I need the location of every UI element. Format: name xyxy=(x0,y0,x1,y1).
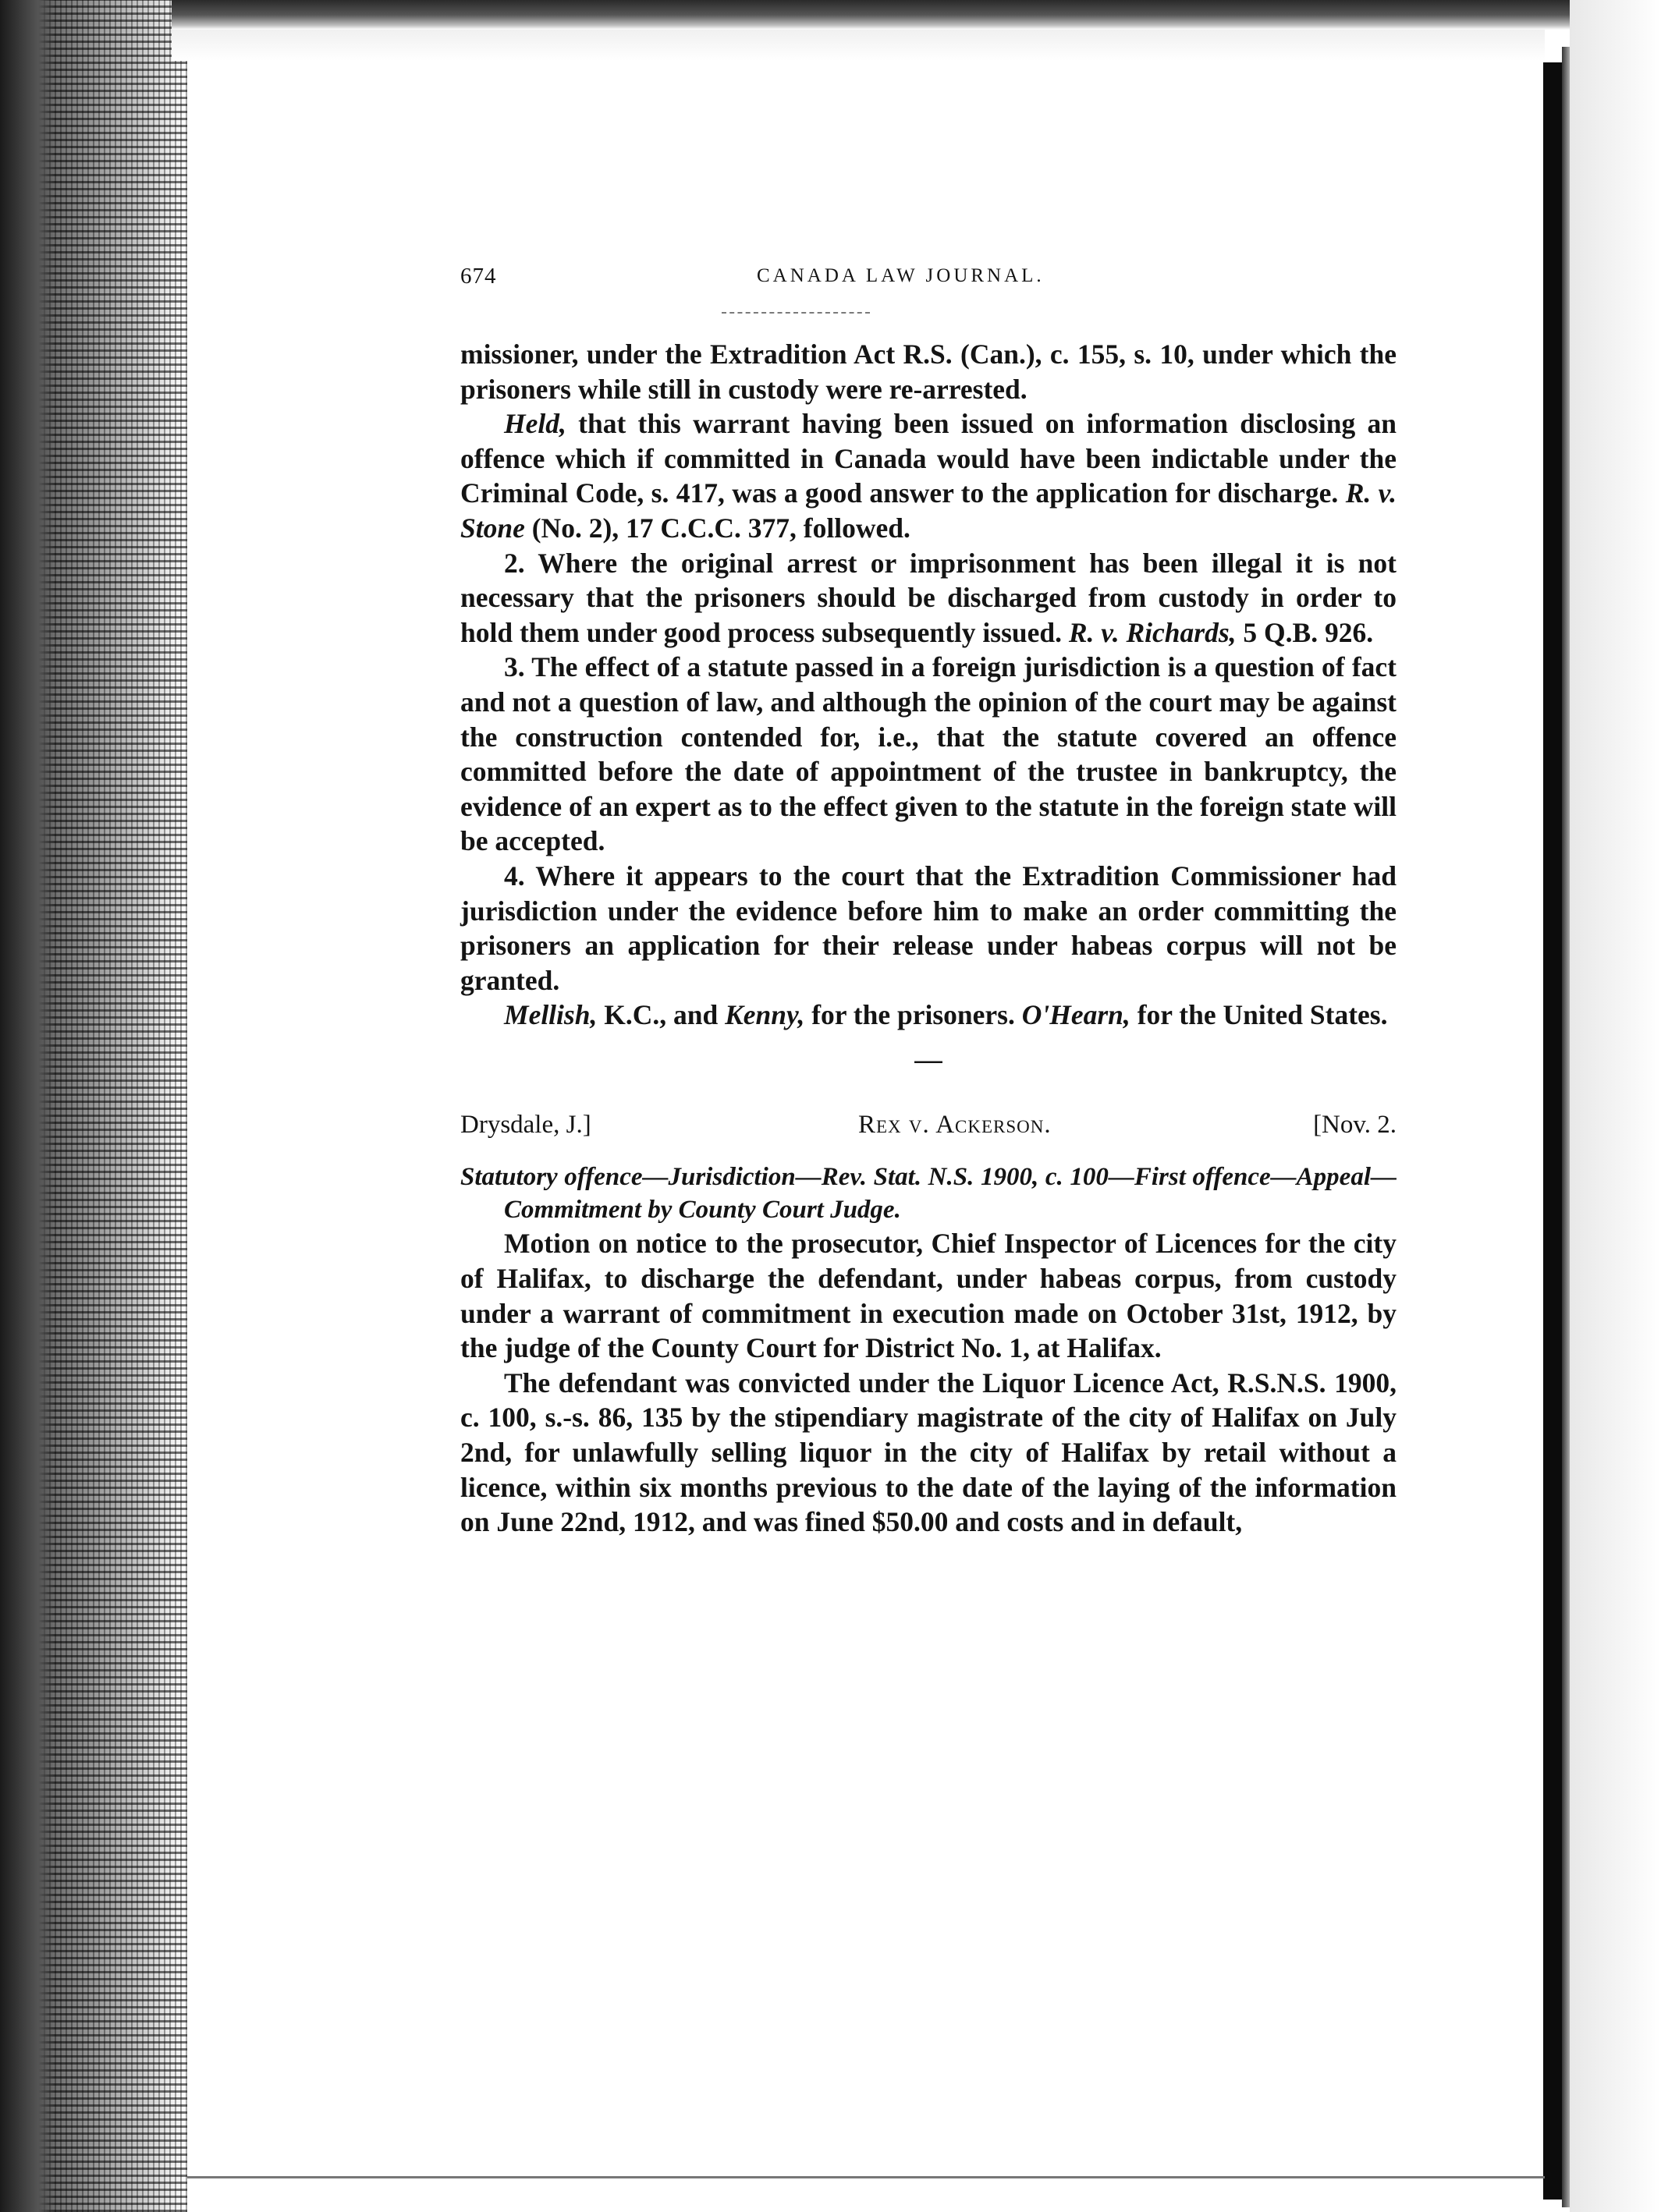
counsel-name-ohearn: O'Hearn, xyxy=(1021,999,1130,1031)
case-date: [Nov. 2. xyxy=(1313,1111,1397,1140)
point-2-text: 2. Where the original arrest or imprisonment has been illegal it is not necessary that the prisoners should be discharged from custody in order to hold them under good process subsequently issued. xyxy=(460,547,1397,648)
counsel-name-mellish: Mellish, xyxy=(504,999,598,1031)
scan-edge-left-shadow xyxy=(0,0,55,2212)
case-title: Rex v. Ackerson. xyxy=(858,1111,1052,1140)
catchwords: Statutory offence—Jurisdiction—Rev. Stat. N.S. 1900, c. 100—First offence—Appeal—Commitment by County Court Judge. xyxy=(460,1163,1397,1225)
paragraph-point-4: 4. Where it appears to the court that the Extradition Commissioner had jurisdiction under the evidence before him to make an order committing the prisoners an application for their release under habeas corpus will not be granted. xyxy=(460,860,1397,996)
counsel-text-2: for the prisoners. xyxy=(804,999,1022,1031)
case-citation-richards: R. v. Richards, xyxy=(1068,616,1237,648)
scan-edge-right-binding xyxy=(1543,62,1562,2200)
journal-page xyxy=(460,264,1397,1540)
counsel-text-3: for the United States. xyxy=(1130,999,1388,1031)
journal-title: CANADA LAW JOURNAL. xyxy=(757,265,1045,286)
paragraph-held xyxy=(460,406,1397,545)
held-text-end: (No. 2), 17 C.C.C. 377, followed. xyxy=(524,512,910,544)
point-2-text-end: 5 Q.B. 926. xyxy=(1236,616,1374,648)
scan-edge-bottom xyxy=(187,2176,1545,2178)
article-body xyxy=(460,337,1397,1540)
paragraph-point-2 xyxy=(460,546,1397,650)
header-rule xyxy=(722,312,870,314)
paragraph-motion: Motion on notice to the prosecutor, Chief Inspector of Licences for the city of Halifax, to discharge the defendant, under habeas corpus, from custody under a warrant of commitment in execution made on October 31st, 1912, by the judge of the County Court for District No. 1, at Halifax. xyxy=(460,1228,1397,1364)
page-number: 674 xyxy=(460,264,497,289)
counsel-text: K.C., and xyxy=(597,999,726,1031)
paragraph-point-3: 3. The effect of a statute passed in a foreign jurisdiction is a question of fact and not a question of law, and although the opinion of the court may be against the construction contended for, i.e., that the statute covered an offence committed before the date of appointment of the trustee in bankruptcy, the evidence of an expert as to the effect given to the statute in the foreign state will be accepted. xyxy=(460,651,1397,857)
held-label: Held, xyxy=(504,408,566,440)
scan-edge-top xyxy=(172,0,1661,30)
case-citation-stone: R. v. Stone xyxy=(460,477,1397,544)
judge-name: Drysdale, J.] xyxy=(460,1111,591,1140)
held-text: that this warrant having been issued on information disclosing an offence which if committed in Canada would have been indictable under the Criminal Code, s. 417, was a good answer to the application for discharge. xyxy=(460,408,1397,509)
paragraph-conviction: The defendant was convicted under the Liquor Licence Act, R.S.N.S. 1900, c. 100, s.-s. 86, 135 by the stipendiary magistrate of the city of Halifax on July 2nd, for unlawfully selling liquor in the city of Halifax by retail without a licence, within six months previous to the date of the laying of the information on June 22nd, 1912, and was fined $50.00 and costs and in default, xyxy=(460,1367,1397,1538)
paragraph-counsel xyxy=(460,998,1397,1033)
case-heading xyxy=(460,1108,1397,1145)
scan-edge-top-fade xyxy=(172,30,1545,61)
counsel-name-kenny: Kenny, xyxy=(725,999,805,1031)
paragraph-extradition-act: missioner, under the Extradition Act R.S. (Can.), c. 155, s. 10, under which the prisoners while still in custody were re-arrested. xyxy=(460,339,1397,405)
case-divider: — xyxy=(914,1043,942,1075)
running-head xyxy=(460,264,1397,303)
scan-edge-right-binding-shadow xyxy=(1562,47,1570,2207)
scan-edge-right xyxy=(1570,0,1661,2212)
